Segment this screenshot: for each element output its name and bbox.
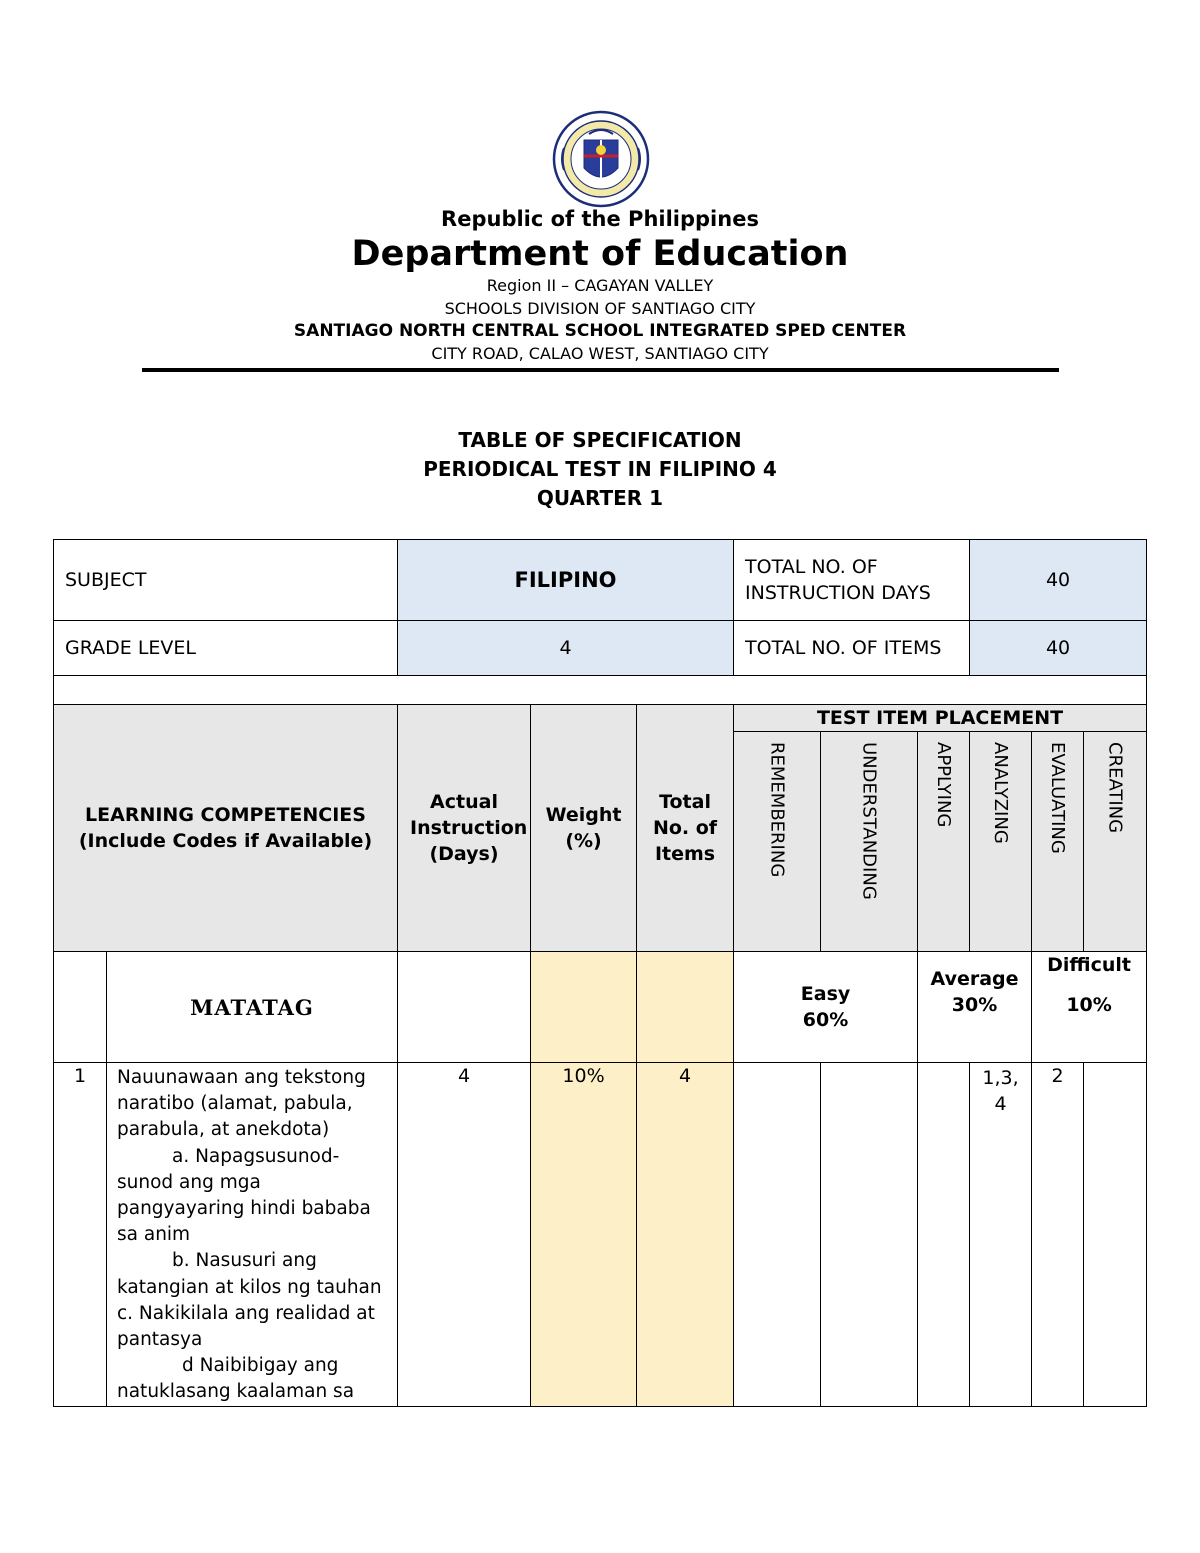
matatag-label: MATATAG (107, 952, 398, 1063)
header-republic: Republic of the Philippines (441, 207, 759, 231)
creating-header (1084, 732, 1147, 952)
difficult-label: Difficult (1047, 954, 1131, 976)
applying-label: APPLYING (933, 742, 955, 828)
info-row-subject (54, 540, 1147, 621)
competency-line: b. Nasusuri ang (172, 1250, 317, 1272)
average-cell (918, 952, 1032, 1063)
analyzing-header (970, 732, 1032, 952)
competency-text (107, 1063, 397, 1406)
spacer-row (54, 676, 1147, 705)
easy-label: Easy (800, 983, 851, 1005)
competency-line: sa anim (117, 1224, 191, 1246)
days-header: Actual Instruction (Days) (398, 705, 531, 952)
difficult-cell (1032, 952, 1147, 1063)
instruction-days-value: 40 (970, 540, 1147, 621)
remembering-label: REMEMBERING (766, 742, 788, 878)
row-applying (918, 1063, 970, 1407)
difficulty-days-cell (398, 952, 531, 1063)
difficulty-items-cell (637, 952, 734, 1063)
understanding-label: UNDERSTANDING (858, 742, 880, 900)
row-analyzing: 1,3,4 (970, 1063, 1032, 1407)
difficulty-row (54, 952, 1147, 1063)
competency-line: sunod ang mga (117, 1171, 261, 1193)
competency-line: pangyayaring hindi bababa (117, 1198, 371, 1220)
row-understanding (821, 1063, 918, 1407)
competency-line: katangian at kilos ng tauhan (117, 1276, 382, 1298)
difficulty-no-cell (54, 952, 107, 1063)
header-region: Region II – CAGAYAN VALLEY (486, 276, 714, 295)
competency-line: a. Napagsusunod- (172, 1145, 340, 1167)
info-row-grade (54, 621, 1147, 676)
doc-quarter: QUARTER 1 (536, 486, 664, 510)
difficulty-weight-cell (531, 952, 637, 1063)
competency-line: pantasya (117, 1329, 203, 1351)
header-division: SCHOOLS DIVISION OF SANTIAGO CITY (444, 299, 756, 318)
grade-label: GRADE LEVEL (54, 621, 398, 676)
row-evaluating: 2 (1032, 1063, 1084, 1407)
total-items-value: 40 (970, 621, 1147, 676)
easy-percent: 60% (802, 1009, 849, 1031)
items-header: Total No. of Items (637, 705, 734, 952)
header-address: CITY ROAD, CALAO WEST, SANTIAGO CITY (431, 344, 769, 363)
competencies-header: LEARNING COMPETENCIES (Include Codes if Available) (54, 705, 398, 952)
subject-value: FILIPINO (398, 540, 734, 621)
evaluating-header (1032, 732, 1084, 952)
doc-title: TABLE OF SPECIFICATION (458, 428, 742, 452)
total-items-label: TOTAL NO. OF ITEMS (734, 621, 970, 676)
subject-label: SUBJECT (54, 540, 398, 621)
applying-header (918, 732, 970, 952)
row-items: 4 (637, 1063, 734, 1407)
row-creating (1084, 1063, 1147, 1407)
table-row (54, 1063, 1147, 1407)
average-label: Average (930, 968, 1019, 990)
understanding-header (821, 732, 918, 952)
header-school: SANTIAGO NORTH CENTRAL SCHOOL INTEGRATED SPED CENTER (293, 321, 907, 341)
row-remembering (734, 1063, 821, 1407)
creating-label: CREATING (1104, 742, 1126, 834)
row-weight: 10% (531, 1063, 637, 1407)
spacer-cell (54, 676, 1147, 705)
competency-line: naratibo (alamat, pabula, (117, 1093, 353, 1115)
average-percent: 30% (951, 994, 998, 1016)
difficult-percent: 10% (1066, 994, 1112, 1016)
competency-line: parabula, at anekdota) (117, 1119, 330, 1141)
instruction-days-label: TOTAL NO. OF INSTRUCTION DAYS (734, 540, 970, 621)
competency-cell (107, 1063, 398, 1407)
specification-table (53, 539, 1147, 1407)
competency-line: c. Nakikilala ang realidad at (117, 1302, 375, 1324)
column-header-row (54, 705, 1147, 732)
competency-line: d Naibibigay ang (182, 1355, 339, 1377)
grade-value: 4 (398, 621, 734, 676)
easy-cell (734, 952, 918, 1063)
competency-line: Nauunawaan ang tekstong (117, 1067, 366, 1088)
row-days: 4 (398, 1063, 531, 1407)
row-number: 1 (54, 1063, 107, 1407)
doc-subtitle: PERIODICAL TEST IN FILIPINO 4 (423, 457, 777, 481)
header-divider (142, 368, 1059, 372)
competency-line: natuklasang kaalaman sa (117, 1381, 355, 1403)
weight-header: Weight (%) (531, 705, 637, 952)
header-department: Department of Education (351, 234, 849, 274)
test-item-placement-header: TEST ITEM PLACEMENT (734, 705, 1147, 732)
deped-seal-logo (544, 110, 658, 208)
remembering-header (734, 732, 821, 952)
analyzing-label: ANALYZING (990, 742, 1012, 844)
evaluating-label: EVALUATING (1047, 742, 1069, 854)
